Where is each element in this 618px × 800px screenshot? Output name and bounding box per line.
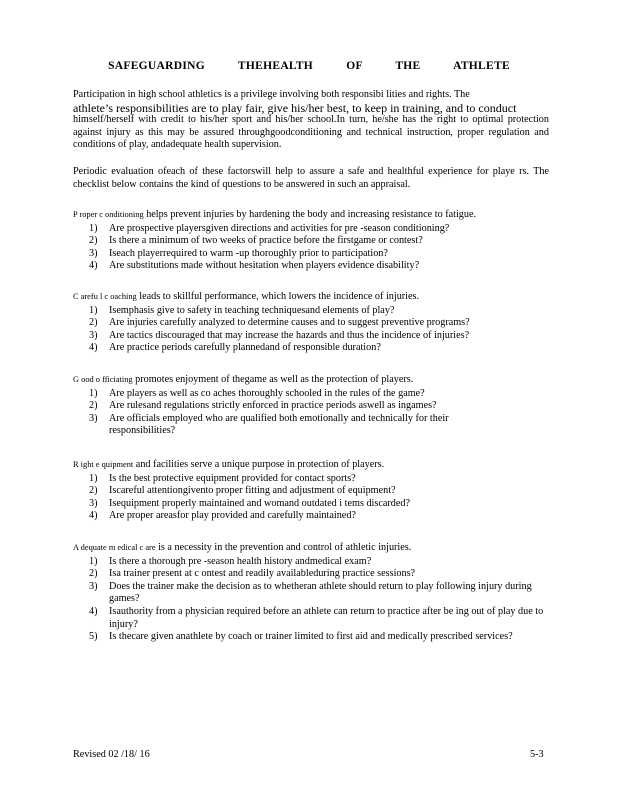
section-text: is a necessity in the prevention and control of athletic injuries. bbox=[155, 542, 412, 553]
section-lead: R ight e quipment bbox=[73, 460, 134, 469]
item-text: Iscareful attentiongivento proper fitting and adjustment of equipment? bbox=[109, 485, 396, 497]
intro-line-3: himself/herself with credit to his/her sport and his/her school.In turn, he/she has the right to optimal protection against injury as this may be assured throughgoodconditioning and technical instruction, proper regulation and conditions of play, andadequate health supervision. bbox=[73, 114, 549, 151]
section-heading bbox=[73, 374, 551, 387]
item-number: 2) bbox=[89, 485, 98, 497]
question-list bbox=[73, 388, 551, 438]
item-number: 4) bbox=[89, 605, 98, 617]
list-item bbox=[73, 235, 551, 248]
item-text: Iseach playerrequired to warm -up thoroughly prior to participation? bbox=[109, 247, 388, 259]
item-text: Is thecare given anathlete by coach or trainer limited to first aid and medically prescribed services? bbox=[109, 631, 513, 643]
item-number: 4) bbox=[89, 342, 98, 354]
item-text: Are substitutions made without hesitation when players evidence disability? bbox=[109, 260, 420, 272]
list-item bbox=[73, 248, 551, 261]
item-number: 3) bbox=[89, 580, 98, 592]
item-text: Are officials employed who are qualified both emotionally and technically for their responsibilities? bbox=[109, 412, 449, 437]
list-item bbox=[73, 342, 551, 355]
item-text: Is there a minimum of two weeks of practice before the firstgame or contest? bbox=[109, 235, 423, 247]
item-number: 4) bbox=[89, 510, 98, 522]
section-heading bbox=[73, 291, 551, 304]
item-text: Isa trainer present at c ontest and readily availableduring practice sessions? bbox=[109, 568, 416, 580]
list-item bbox=[73, 317, 551, 330]
section-lead: P roper c onditioning bbox=[73, 210, 144, 219]
item-number: 3) bbox=[89, 412, 98, 424]
item-number: 1) bbox=[89, 304, 98, 316]
item-number: 1) bbox=[89, 555, 98, 567]
item-number: 3) bbox=[89, 329, 98, 341]
item-text: Are prospective playersgiven directions and activities for pre -season conditioning? bbox=[109, 222, 450, 234]
list-item bbox=[73, 581, 551, 606]
item-text: Are rulesand regulations strictly enforced in practice periods aswell as ingames? bbox=[109, 400, 437, 412]
intro-paragraph-2: Periodic evaluation ofeach of these factorswill help to assure a safe and healthful experience for playe rs. The checklist below contains the kind of questions to be answered in such an appraisal. bbox=[73, 166, 549, 190]
section-lead: G ood o fficiating bbox=[73, 375, 133, 384]
list-item bbox=[73, 485, 551, 498]
item-text: Isequipment properly maintained and womand outdated i tems discarded? bbox=[109, 497, 411, 509]
item-text: Are proper areasfor play provided and carefully maintained? bbox=[109, 510, 356, 522]
section-proper-conditioning bbox=[73, 209, 551, 273]
intro-line-2: athlete’s responsibilities are to play fair, give his/her best, to keep in training, and to conduct bbox=[73, 100, 517, 115]
list-item bbox=[73, 568, 551, 581]
item-number: 5) bbox=[89, 631, 98, 643]
page-title: SAFEGUARDING THEHEALTH OF THE ATHLETE bbox=[108, 60, 510, 72]
question-list bbox=[73, 473, 551, 523]
section-heading bbox=[73, 459, 551, 472]
section-text: and facilities serve a unique purpose in protection of players. bbox=[133, 459, 385, 470]
section-text: leads to skillful performance, which lowers the incidence of injuries. bbox=[136, 291, 420, 302]
item-number: 2) bbox=[89, 235, 98, 247]
list-item bbox=[73, 388, 551, 401]
section-text: helps prevent injuries by hardening the body and increasing resistance to fatigue. bbox=[143, 209, 477, 220]
item-text: Are tactics discouraged that may increase the hazards and thus the incidence of injuries? bbox=[109, 329, 470, 341]
section-text: promotes enjoyment of thegame as well as the protection of players. bbox=[132, 374, 414, 385]
section-good-officiating bbox=[73, 374, 551, 438]
question-list bbox=[73, 305, 551, 355]
intro-line-1: Participation in high school athletics is a privilege involving both responsibi lities and rights. The bbox=[73, 89, 470, 100]
item-text: Are injuries carefully analyzed to determine causes and to suggest preventive programs? bbox=[109, 317, 470, 329]
section-lead: C arefu l c oaching bbox=[73, 292, 137, 301]
item-text: Isauthority from a physician required before an athlete can return to practice after be ing out of play due to injury? bbox=[109, 605, 544, 630]
item-number: 2) bbox=[89, 317, 98, 329]
list-item bbox=[73, 556, 551, 569]
list-item bbox=[73, 631, 551, 644]
revision-date: Revised 02 /18/ 16 bbox=[73, 749, 150, 760]
list-item bbox=[73, 330, 551, 343]
section-lead: A dequate m edical c are bbox=[73, 543, 156, 552]
list-item bbox=[73, 260, 551, 273]
item-number: 4) bbox=[89, 260, 98, 272]
list-item bbox=[73, 305, 551, 318]
item-number: 1) bbox=[89, 472, 98, 484]
intro-paragraph-1 bbox=[73, 89, 549, 152]
item-text: Is the best protective equipment provided for contact sports? bbox=[109, 472, 356, 484]
page-number: 5-3 bbox=[530, 749, 544, 760]
item-number: 3) bbox=[89, 247, 98, 259]
section-adequate-medical-care bbox=[73, 542, 551, 644]
list-item bbox=[73, 510, 551, 523]
question-list bbox=[73, 223, 551, 273]
item-text: Are practice periods carefully plannedand of responsible duration? bbox=[109, 342, 381, 354]
list-item bbox=[73, 473, 551, 486]
section-careful-coaching bbox=[73, 291, 551, 355]
item-text: Is there a thorough pre -season health history andmedical exam? bbox=[109, 555, 372, 567]
list-item bbox=[73, 413, 551, 438]
item-text: Isemphasis give to safety in teaching techniquesand elements of play? bbox=[109, 304, 395, 316]
item-number: 2) bbox=[89, 400, 98, 412]
list-item bbox=[73, 223, 551, 236]
item-text: Does the trainer make the decision as to whetheran athlete should return to play following injury during games? bbox=[109, 580, 532, 605]
section-heading bbox=[73, 209, 551, 222]
item-number: 1) bbox=[89, 387, 98, 399]
list-item bbox=[73, 498, 551, 511]
question-list bbox=[73, 556, 551, 644]
section-heading bbox=[73, 542, 551, 555]
section-right-equipment bbox=[73, 459, 551, 523]
item-number: 3) bbox=[89, 497, 98, 509]
list-item bbox=[73, 606, 551, 631]
item-number: 2) bbox=[89, 568, 98, 580]
item-number: 1) bbox=[89, 222, 98, 234]
list-item bbox=[73, 400, 551, 413]
item-text: Are players as well as co aches thoroughly schooled in the rules of the game? bbox=[109, 387, 425, 399]
